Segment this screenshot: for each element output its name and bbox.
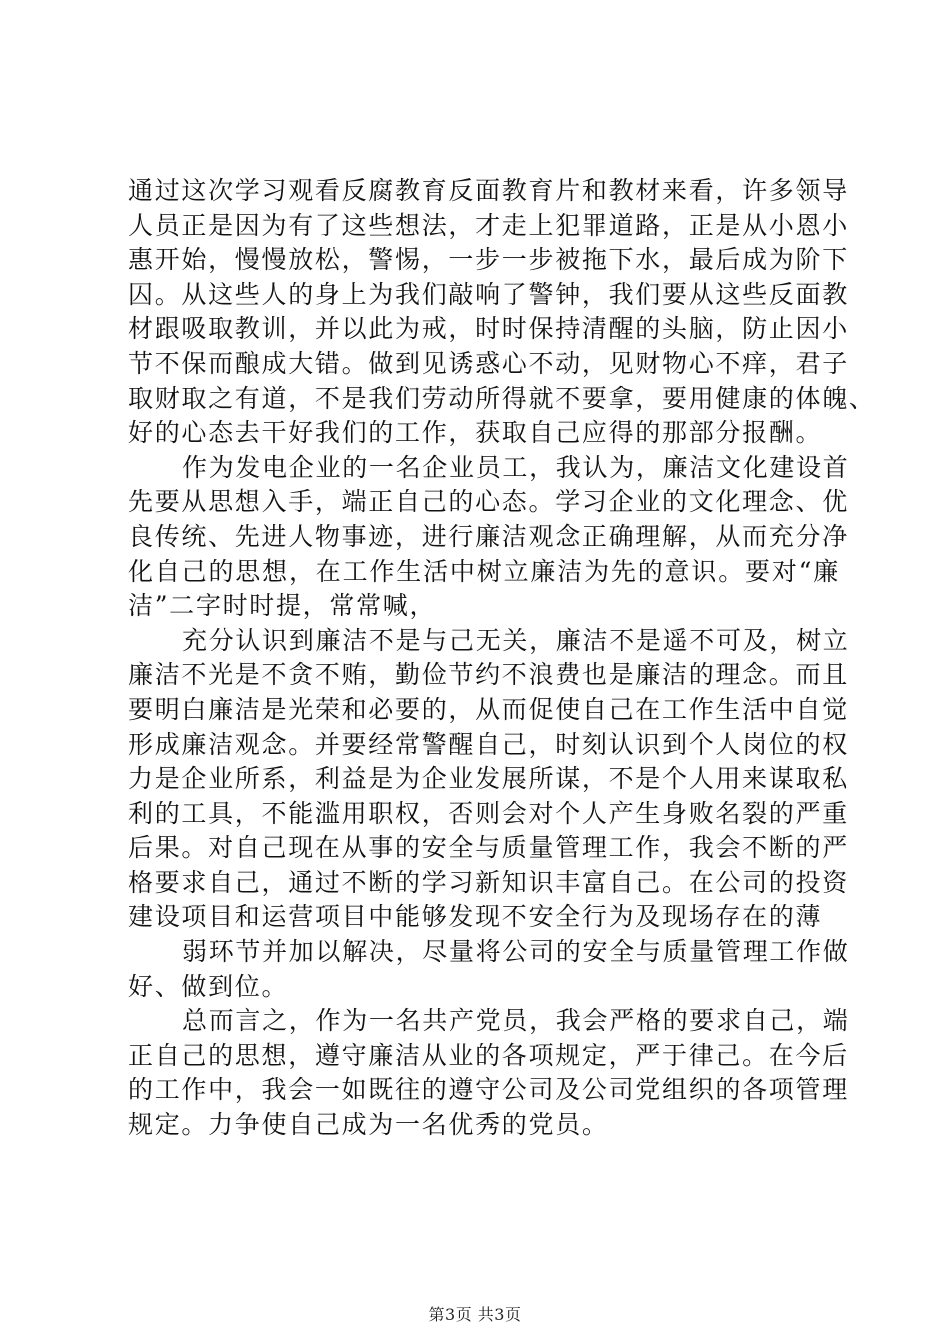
text-line: 总而言之，作为一名共产党员，我会严格的要求自己，端 bbox=[182, 1006, 850, 1036]
text-line: 囚。从这些人的身上为我们敲响了警钟，我们要从这些反面教 bbox=[128, 279, 849, 309]
text-line: 形成廉洁观念。并要经常警醒自己，时刻认识到个人岗位的权 bbox=[128, 729, 849, 759]
text-line: 利的工具，不能滥用职权，否则会对个人产生身败名裂的严重 bbox=[128, 798, 849, 828]
text-line: 的工作中，我会一如既往的遵守公司及公司党组织的各项管理 bbox=[128, 1075, 849, 1105]
text-line: 要明白廉洁是光荣和必要的，从而促使自己在工作生活中自觉 bbox=[128, 694, 849, 724]
text-line: 良传统、先进人物事迹，进行廉洁观念正确理解，从而充分净 bbox=[128, 521, 849, 551]
text-line: 弱环节并加以解决，尽量将公司的安全与质量管理工作做 bbox=[182, 937, 850, 967]
text-line: 廉洁不光是不贪不贿，勤俭节约不浪费也是廉洁的理念。而且 bbox=[128, 660, 849, 690]
text-line: 建设项目和运营项目中能够发现不安全行为及现场存在的薄 bbox=[128, 902, 823, 932]
text-line: 后果。对自己现在从事的安全与质量管理工作，我会不断的严 bbox=[128, 833, 849, 863]
text-line: 好、做到位。 bbox=[128, 971, 289, 1001]
page-footer bbox=[0, 1302, 950, 1325]
text-line: 充分认识到廉洁不是与己无关，廉洁不是遥不可及，树立 bbox=[182, 625, 850, 655]
text-line: 取财取之有道，不是我们劳动所得就不要拿，要用健康的体魄、 bbox=[128, 383, 876, 413]
page-number: 第3页 共3页 bbox=[428, 1305, 522, 1324]
text-line: 洁”二字时时提，常常喊， bbox=[128, 591, 437, 621]
text-line: 规定。力争使自己成为一名优秀的党员。 bbox=[128, 1110, 609, 1140]
text-line: 作为发电企业的一名企业员工，我认为，廉洁文化建设首 bbox=[182, 452, 850, 482]
body-text bbox=[128, 174, 876, 1143]
text-line: 化自己的思想，在工作生活中树立廉洁为先的意识。要对“廉 bbox=[128, 556, 840, 586]
text-line: 节不保而酿成大错。做到见诱惑心不动，见财物心不痒，君子 bbox=[128, 348, 849, 378]
text-line: 先要从思想入手，端正自己的心态。学习企业的文化理念、优 bbox=[128, 487, 849, 517]
text-line: 惠开始，慢慢放松，警惕，一步一步被拖下水，最后成为阶下 bbox=[128, 245, 849, 275]
text-line: 格要求自己，通过不断的学习新知识丰富自己。在公司的投资 bbox=[128, 867, 849, 897]
text-line: 通过这次学习观看反腐教育反面教育片和教材来看，许多领导 bbox=[128, 176, 849, 205]
text-line: 人员正是因为有了这些想法，才走上犯罪道路，正是从小恩小 bbox=[128, 210, 849, 240]
text-line: 力是企业所系，利益是为企业发展所谋，不是个人用来谋取私 bbox=[128, 764, 849, 794]
text-line: 好的心态去干好我们的工作，获取自己应得的那部分报酬。 bbox=[128, 418, 823, 448]
text-line: 材跟吸取教训，并以此为戒，时时保持清醒的头脑，防止因小 bbox=[128, 314, 849, 344]
text-line: 正自己的思想，遵守廉洁从业的各项规定，严于律己。在今后 bbox=[128, 1040, 849, 1070]
